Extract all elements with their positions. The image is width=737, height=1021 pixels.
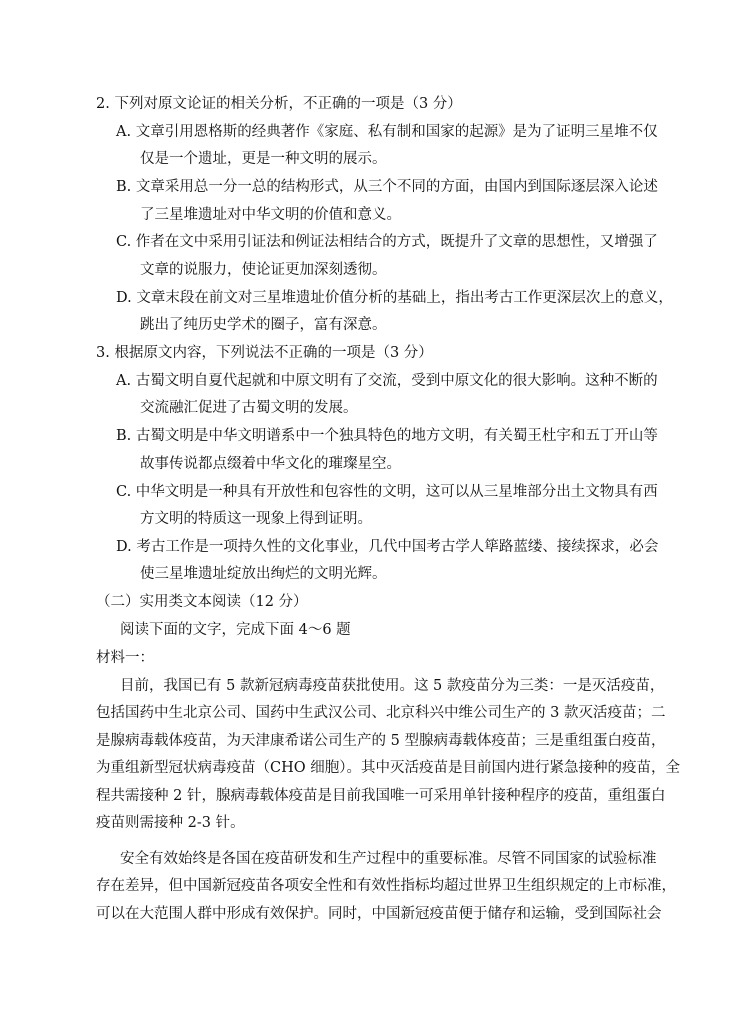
- q2-option-c-line-2: 文章的说服力，使论证更加深刻透彻。: [140, 262, 387, 278]
- section-intro: 阅读下面的文字，完成下面 4～6 题: [120, 622, 351, 638]
- q3-option-d-line-2: 使三星堆遗址绽放出绚烂的文明光辉。: [140, 566, 387, 582]
- q3-option-b-line-1: B. 古蜀文明是中华文明谱系中一个独具特色的地方文明，有关蜀王杜宇和五丁开山等: [116, 428, 658, 444]
- q2-option-b-line-2: 了三星堆遗址对中华文明的价值和意义。: [140, 207, 401, 223]
- para1-line-2: 包括国药中生北京公司、国药中生武汉公司、北京科兴中维公司生产的 3 款灭活疫苗；二: [96, 705, 666, 721]
- q2-option-c-line-1: C. 作者在文中采用引证法和例证法相结合的方式，既提升了文章的思想性，又增强了: [116, 234, 658, 250]
- para2-line-2: 存在差异，但中国新冠疫苗各项安全性和有效性指标均超过世界卫生组织规定的上市标准，: [96, 878, 676, 894]
- q3-option-a-line-1: A. 古蜀文明自夏代起就和中原文明有了交流，受到中原文化的很大影响。这种不断的: [116, 373, 658, 389]
- q2-option-a-line-1: A. 文章引用恩格斯的经典著作《家庭、私有制和国家的起源》是为了证明三星堆不仅: [116, 124, 658, 140]
- q2-option-b-line-1: B. 文章采用总一分一总的结构形式，从三个不同的方面，由国内到国际逐层深入论述: [116, 179, 658, 195]
- para2-line-3: 可以在大范围人群中形成有效保护。同时，中国新冠疫苗便于储存和运输，受到国际社会: [96, 906, 662, 922]
- q3-option-c-line-2: 方文明的特质这一现象上得到证明。: [140, 511, 372, 527]
- para1-line-4: 为重组新型冠状病毒疫苗（CHO 细胞）。其中灭活疫苗是目前国内进行紧急接种的疫苗，全: [96, 760, 680, 776]
- para1-line-6: 疫苗则需接种 2-3 针。: [96, 815, 245, 831]
- material-label: 材料一：: [96, 650, 154, 666]
- q3-option-b-line-2: 故事传说都点缀着中华文化的璀璨星空。: [140, 456, 401, 472]
- q2-option-a-line-2: 仅是一个遗址，更是一种文明的展示。: [140, 151, 387, 167]
- para1-line-1: 目前，我国已有 5 款新冠病毒疫苗获批使用。这 5 款疫苗分为三类：一是灭活疫苗，: [120, 678, 665, 694]
- question-2-stem: 2. 下列对原文论证的相关分析，不正确的一项是（3 分）: [96, 96, 462, 112]
- q2-option-d-line-2: 跳出了纯历史学术的圈子，富有深意。: [140, 317, 387, 333]
- q2-option-d-line-1: D. 文章末段在前文对三星堆遗址价值分析的基础上，指出考古工作更深层次上的意义，: [116, 290, 673, 306]
- para1-line-5: 程共需接种 2 针，腺病毒载体疫苗是目前我国唯一可采用单针接种程序的疫苗，重组蛋白: [96, 788, 666, 804]
- q3-option-a-line-2: 交流融汇促进了古蜀文明的发展。: [140, 400, 358, 416]
- q3-option-c-line-1: C. 中华文明是一种具有开放性和包容性的文明，这可以从三星堆部分出土文物具有西: [116, 484, 658, 500]
- para1-line-3: 是腺病毒载体疫苗，为天津康希诺公司生产的 5 型腺病毒载体疫苗；三是重组蛋白疫苗，: [96, 733, 666, 749]
- q3-option-d-line-1: D. 考古工作是一项持久性的文化事业，几代中国考古学人筚路蓝缕、接续探求，必会: [116, 539, 659, 555]
- section-heading: （二）实用类文本阅读（12 分）: [96, 594, 308, 610]
- para2-line-1: 安全有效始终是各国在疫苗研发和生产过程中的重要标准。尽管不同国家的试验标准: [120, 851, 657, 867]
- question-3-stem: 3. 根据原文内容，下列说法不正确的一项是（3 分）: [96, 345, 433, 361]
